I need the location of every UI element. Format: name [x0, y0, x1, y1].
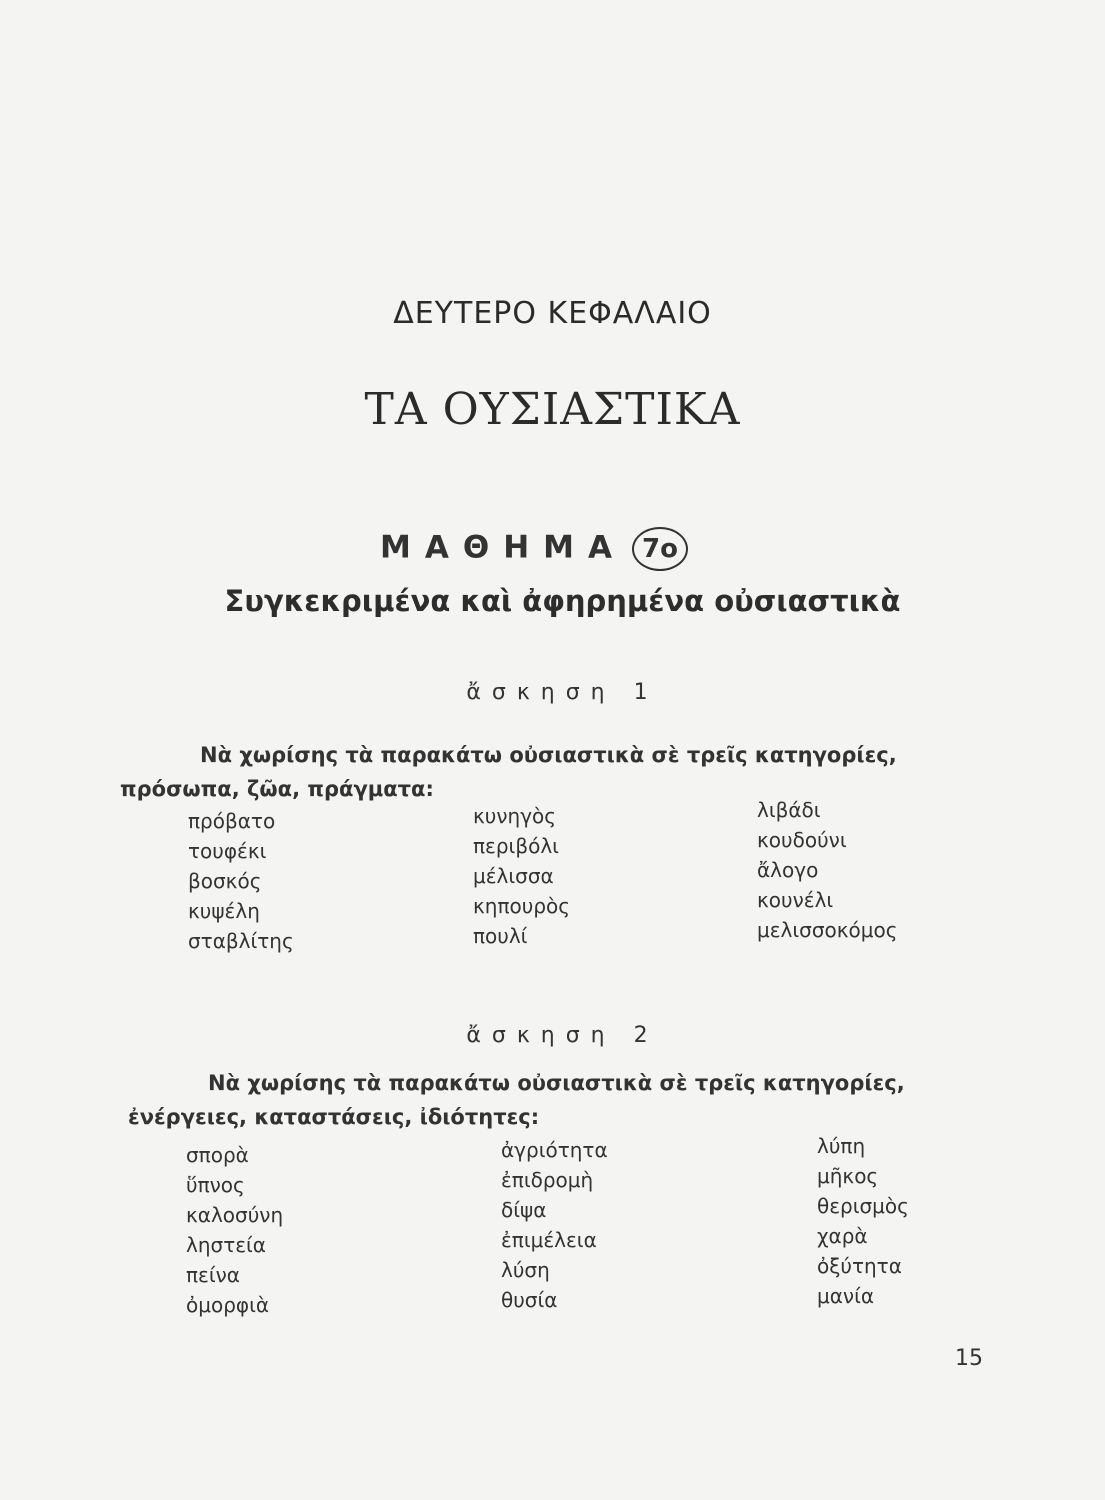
word-item: ληστεία [186, 1233, 266, 1257]
word-item: χαρὰ [817, 1224, 868, 1248]
word-item: κηπουρὸς [473, 894, 570, 918]
exercise-2-column-1 [186, 1140, 283, 1320]
word-item: πρόβατο [188, 809, 276, 833]
word-item: ἐπιδρομὴ [501, 1168, 594, 1192]
word-item: κουνέλι [757, 888, 834, 912]
word-item: ὕπνος [186, 1173, 245, 1197]
word-item: κουδούνι [757, 828, 847, 852]
exercise-2-column-2 [501, 1135, 608, 1315]
lesson-number-circle: 7ο [632, 527, 688, 571]
word-item: πείνα [186, 1263, 240, 1287]
word-item: τουφέκι [188, 839, 267, 863]
word-item: λύση [501, 1258, 550, 1282]
lesson-heading [380, 527, 688, 571]
exercise-2-title: ἄσκηση 2 [466, 1023, 659, 1048]
word-item: λύπη [817, 1134, 866, 1158]
chapter-heading: ΔΕΥΤΕΡΟ ΚΕΦΑΛΑΙΟ [393, 296, 712, 331]
word-item: λιβάδι [757, 798, 821, 822]
exercise-1-column-1 [188, 806, 294, 956]
word-item: ὀξύτητα [817, 1254, 902, 1278]
word-item: ἄλογο [757, 858, 819, 882]
word-item: δίψα [501, 1198, 547, 1222]
exercise-2-column-3 [817, 1131, 909, 1311]
page-number: 15 [955, 1346, 983, 1371]
word-item: ἀγριότητα [501, 1138, 608, 1162]
word-item: μῆκος [817, 1164, 879, 1188]
lesson-label: ΜΑΘΗΜΑ [380, 529, 626, 566]
word-item: θυσία [501, 1288, 558, 1312]
word-item: ὀμορφιὰ [186, 1293, 270, 1317]
exercise-2-instruction: Νὰ χωρίσης τὰ παρακάτω οὐσιαστικὰ σὲ τρεῖς κατηγορίες, ἐνέργειες, καταστάσεις, ἰδιότητες: [128, 1071, 905, 1129]
word-item: βοσκός [188, 869, 262, 893]
word-item: καλοσύνη [186, 1203, 284, 1227]
word-item: σπορὰ [186, 1143, 249, 1167]
word-item: κυψέλη [188, 899, 260, 923]
word-item: πουλί [473, 924, 528, 948]
exercise-1-title: ἄσκηση 1 [466, 680, 659, 705]
word-item: θερισμὸς [817, 1194, 909, 1218]
exercise-1-instruction: Νὰ χωρίσης τὰ παρακάτω οὐσιαστικὰ σὲ τρεῖς κατηγορίες, πρόσωπα, ζῶα, πράγματα: [120, 743, 897, 801]
word-item: μέλισσα [473, 864, 554, 888]
lesson-subtitle: Συγκεκριμένα καὶ ἀφηρημένα οὐσιαστικὰ [224, 584, 901, 618]
word-item: μελισσοκόμος [757, 918, 898, 942]
word-item: ἐπιμέλεια [501, 1228, 597, 1252]
topic-heading: ΤΑ ΟΥΣΙΑΣΤΙΚΑ [364, 384, 741, 435]
exercise-1-column-3 [757, 795, 897, 945]
exercise-1-column-2 [473, 801, 570, 951]
word-item: κυνηγὸς [473, 804, 557, 828]
word-item: σταβλίτης [188, 929, 294, 953]
word-item: μανία [817, 1284, 875, 1308]
word-item: περιβόλι [473, 834, 559, 858]
